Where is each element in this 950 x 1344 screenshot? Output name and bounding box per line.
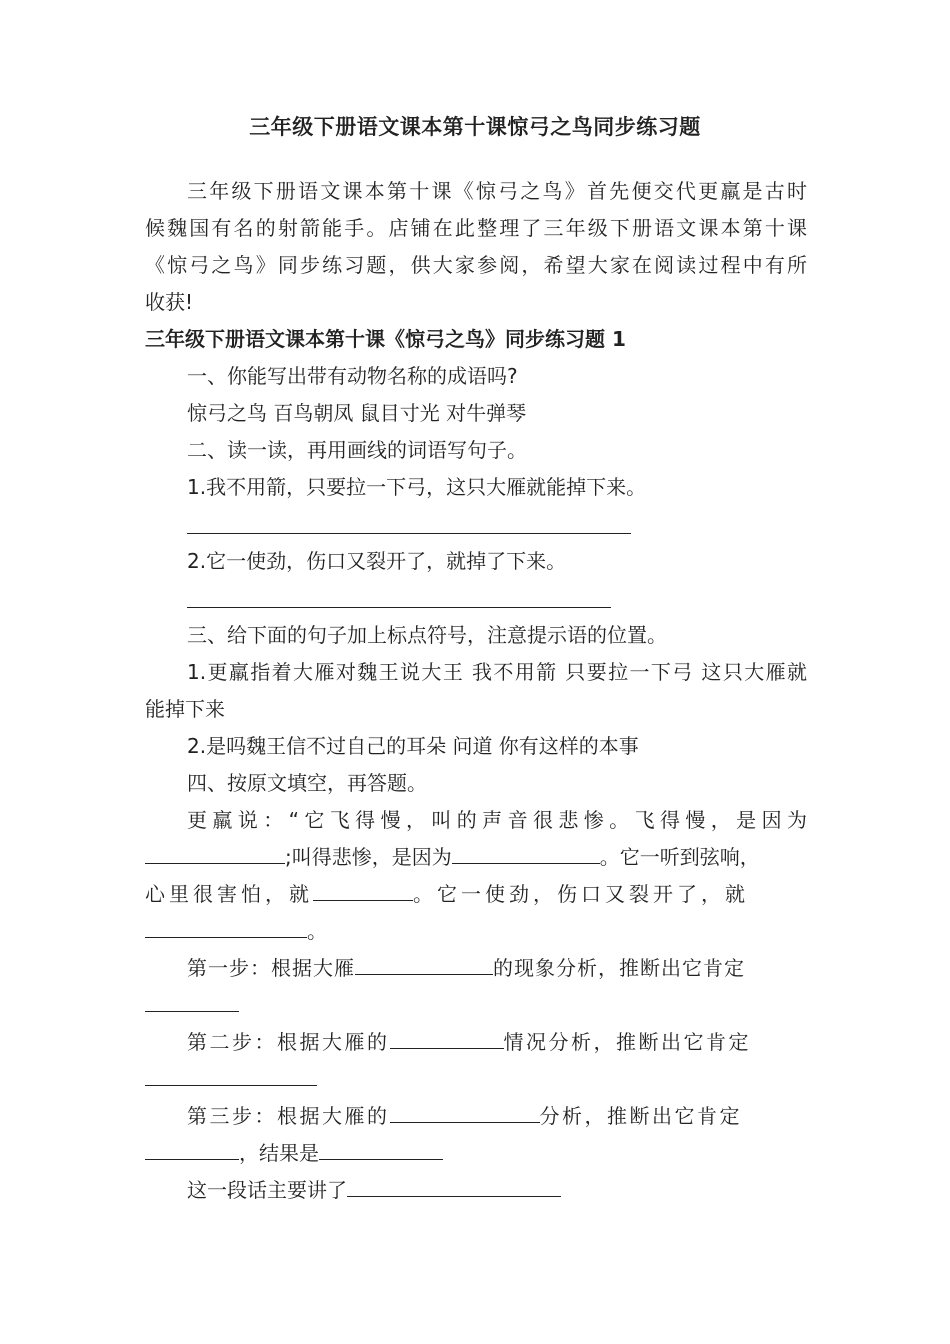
q4-text: ;叫得悲惨，是因为 bbox=[285, 845, 452, 869]
fill-blank[interactable] bbox=[145, 1011, 239, 1012]
fill-blank[interactable] bbox=[313, 882, 413, 901]
fill-blank[interactable] bbox=[452, 845, 600, 864]
fill-blank[interactable] bbox=[145, 845, 285, 864]
q2-answer-line-2 bbox=[187, 607, 611, 608]
q3-sentence-1-line-1: 1.更羸指着大雁对魏王说大王 我不用箭 只要拉一下弓 这只大雁就 bbox=[187, 660, 807, 684]
q2-sentence-1: 1.我不用箭，只要拉一下弓，这只大雁就能掉下来。 bbox=[187, 475, 647, 499]
q4-prompt: 四、按原文填空，再答题。 bbox=[187, 771, 427, 795]
intro-line-3: 《惊弓之鸟》同步练习题，供大家参阅，希望大家在阅读过程中有所 bbox=[145, 253, 807, 277]
q4-step-2 bbox=[187, 1027, 751, 1057]
q4-text: 。 bbox=[307, 919, 327, 943]
fill-blank[interactable] bbox=[145, 1141, 239, 1160]
q4-text: 心里很害怕，就 bbox=[145, 882, 313, 906]
q4-text: 分析，推断出它肯定 bbox=[539, 1104, 742, 1128]
q2-answer-line-1 bbox=[187, 533, 631, 534]
q3-prompt: 三、给下面的句子加上标点符号，注意提示语的位置。 bbox=[187, 623, 667, 647]
q4-text: ，结果是 bbox=[239, 1141, 319, 1165]
q4-text: 的现象分析，推断出它肯定 bbox=[493, 956, 745, 980]
q4-step-1 bbox=[187, 953, 745, 983]
q4-step-3-result bbox=[145, 1138, 443, 1168]
intro-line-4: 收获! bbox=[145, 290, 194, 314]
fill-blank[interactable] bbox=[145, 1085, 317, 1086]
q4-passage-line-1: 更羸说：“它飞得慢，叫的声音很悲惨。飞得慢，是因为 bbox=[187, 808, 807, 832]
q2-prompt: 二、读一读，再用画线的词语写句子。 bbox=[187, 438, 527, 462]
q3-sentence-1-line-2: 能掉下来 bbox=[145, 697, 225, 721]
intro-line-2: 候魏国有名的射箭能手。店铺在此整理了三年级下册语文课本第十课 bbox=[145, 216, 807, 240]
q4-text: 。它一使劲，伤口又裂开了，就 bbox=[413, 882, 749, 906]
q4-text: 第一步：根据大雁 bbox=[187, 956, 355, 980]
q4-text: 这一段话主要讲了 bbox=[187, 1178, 347, 1202]
q4-text: 第三步：根据大雁的 bbox=[187, 1104, 390, 1128]
q3-sentence-2: 2.是吗魏王信不过自己的耳朵 问道 你有这样的本事 bbox=[187, 734, 639, 758]
q4-text: 情况分析，推断出它肯定 bbox=[503, 1030, 751, 1054]
intro-line-1: 三年级下册语文课本第十课《惊弓之鸟》首先便交代更羸是古时 bbox=[187, 179, 807, 203]
fill-blank[interactable] bbox=[319, 1141, 443, 1160]
q4-step-3 bbox=[187, 1101, 742, 1131]
fill-blank[interactable] bbox=[145, 919, 307, 938]
q2-sentence-2: 2.它一使劲，伤口又裂开了，就掉了下来。 bbox=[187, 549, 567, 573]
q4-text: 第二步：根据大雁的 bbox=[187, 1030, 390, 1054]
q4-summary bbox=[187, 1175, 561, 1205]
page-title: 三年级下册语文课本第十课惊弓之鸟同步练习题 bbox=[249, 115, 701, 139]
section-heading: 三年级下册语文课本第十课《惊弓之鸟》同步练习题 1 bbox=[145, 327, 626, 351]
fill-blank[interactable] bbox=[347, 1178, 561, 1197]
q4-passage-line-2 bbox=[145, 842, 807, 872]
fill-blank[interactable] bbox=[355, 956, 493, 975]
q4-passage-line-4 bbox=[145, 916, 327, 946]
q1-prompt: 一、你能写出带有动物名称的成语吗? bbox=[187, 364, 518, 388]
fill-blank[interactable] bbox=[390, 1030, 504, 1049]
q4-text: 。它一听到弦响， bbox=[599, 845, 760, 869]
q1-answer: 惊弓之鸟 百鸟朝凤 鼠目寸光 对牛弹琴 bbox=[187, 401, 527, 425]
q4-passage-line-3 bbox=[145, 879, 807, 909]
fill-blank[interactable] bbox=[390, 1104, 540, 1123]
